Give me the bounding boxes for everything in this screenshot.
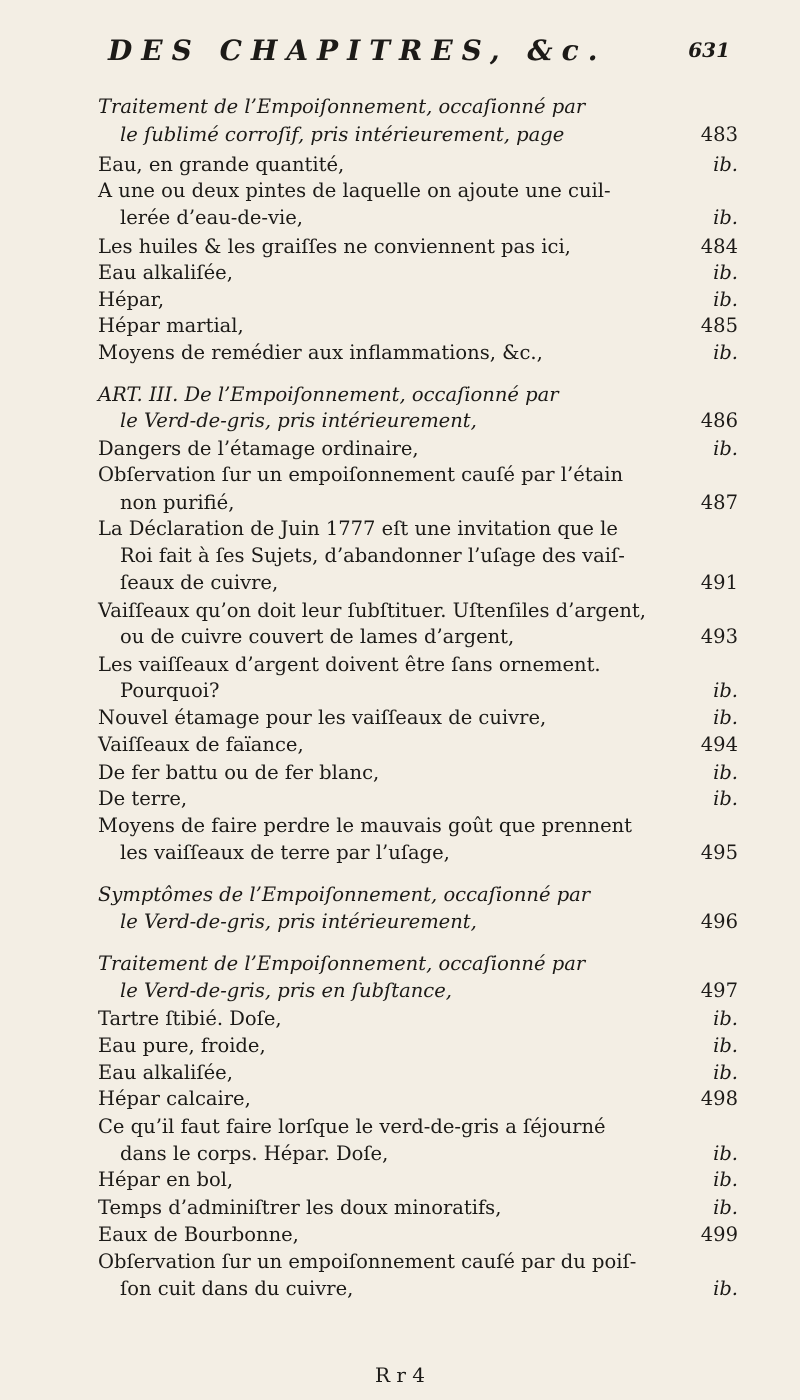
toc-entry-page: ib. xyxy=(713,341,738,364)
toc-entry xyxy=(98,568,738,598)
toc-entry xyxy=(98,949,738,979)
toc-entry-page: ib. xyxy=(713,1196,738,1219)
toc-entry-page: 493 xyxy=(700,625,738,648)
toc-entry-text: Temps d’adminiſtrer les doux minoratifs, xyxy=(98,1196,502,1219)
toc-entry-text: Moyens de remédier aux inflammations, &c., xyxy=(98,341,543,364)
toc-entry-page: ib. xyxy=(713,787,738,810)
toc-entry-text: le ſublimé corroſif, pris intérieurement, page xyxy=(120,123,565,146)
toc-entry xyxy=(98,258,738,288)
toc-entry-page: 495 xyxy=(700,841,738,864)
toc-entry xyxy=(98,1247,738,1277)
toc-entry-text: Roi fait à ſes Sujets, d’abandonner l’uſage des vaiſ- xyxy=(120,544,625,567)
toc-entry-page: 498 xyxy=(700,1087,738,1110)
toc-entry-text: non purifié, xyxy=(120,491,235,514)
toc-entry-text: Hépar calcaire, xyxy=(98,1087,251,1110)
toc-entry-page: 491 xyxy=(700,571,738,594)
toc-entry-text: Nouvel étamage pour les vaiſſeaux de cuivre, xyxy=(98,706,547,729)
printer-signature: R r 4 xyxy=(374,1363,426,1387)
toc-entry-text: Hépar martial, xyxy=(98,314,244,337)
toc-entry-text: ou de cuivre couvert de lames d’argent, xyxy=(120,625,515,648)
toc-entry xyxy=(98,514,738,544)
toc-entry xyxy=(98,120,738,150)
toc-entry xyxy=(98,811,738,841)
toc-entry-text: Eau pure, froide, xyxy=(98,1034,266,1057)
toc-entry-text: ſeaux de cuivre, xyxy=(120,571,279,594)
toc-entry-text: De fer battu ou de fer blanc, xyxy=(98,761,380,784)
toc-entry xyxy=(98,730,738,760)
toc-entry-text: Vaiſſeaux de faïance, xyxy=(98,733,304,756)
toc-entry-text: Les vaiſſeaux d’argent doivent être ſans ornement. xyxy=(98,653,601,676)
toc-entry-page: 487 xyxy=(700,491,738,514)
toc-entry xyxy=(98,880,738,910)
toc-entry xyxy=(98,1193,738,1223)
toc-entry-text: A une ou deux pintes de laquelle on ajoute une cuil- xyxy=(98,179,611,202)
toc-entry-page: 497 xyxy=(700,979,738,1002)
toc-entry-page: ib. xyxy=(713,679,738,702)
toc-entry-text: Les huiles & les graiſſes ne conviennent pas ici, xyxy=(98,235,571,258)
toc-entry-text: Hépar en bol, xyxy=(98,1168,234,1191)
toc-entry xyxy=(98,622,738,652)
toc-entry-text: ART. III. De l’Empoiſonnement, occaſionné par xyxy=(98,383,559,406)
toc-entry-page: 494 xyxy=(700,733,738,756)
toc-entry-text: Eau alkaliſée, xyxy=(98,261,233,284)
toc-entry-text: Eaux de Bourbonne, xyxy=(98,1223,299,1246)
toc-entry-page: ib. xyxy=(713,1168,738,1191)
toc-entry xyxy=(98,1004,738,1034)
toc-entry-page: 496 xyxy=(700,910,738,933)
toc-entry-text: ſon cuit dans du cuivre, xyxy=(120,1277,354,1300)
toc-entry xyxy=(98,460,738,490)
toc-entry xyxy=(98,1274,738,1304)
toc-entry-text: Dangers de l’étamage ordinaire, xyxy=(98,437,419,460)
toc-entry-page: ib. xyxy=(713,1142,738,1165)
toc-entry-text: Traitement de l’Empoiſonnement, occaſionné par xyxy=(98,95,586,118)
toc-entry xyxy=(98,541,738,571)
toc-entry xyxy=(98,676,738,706)
toc-entry-page: 486 xyxy=(700,409,738,432)
toc-entry-text: Obſervation ſur un empoiſonnement cauſé par l’étain xyxy=(98,463,624,486)
toc-entry-text: Pourquoi? xyxy=(120,679,220,702)
toc-entry-text: Traitement de l’Empoiſonnement, occaſionné par xyxy=(98,952,586,975)
toc-entry-text: Eau, en grande quantité, xyxy=(98,153,345,176)
toc-entry-text: Eau alkaliſée, xyxy=(98,1061,233,1084)
toc-entry-text: Symptômes de l’Empoiſonnement, occaſionné par xyxy=(98,883,591,906)
toc-entry-text: Tartre ſtibié. Doſe, xyxy=(98,1007,282,1030)
toc-entry xyxy=(98,1084,738,1114)
toc-entry-text: La Déclaration de Juin 1777 eſt une invitation que le xyxy=(98,517,618,540)
toc-entry-page: 484 xyxy=(700,235,738,258)
toc-entry xyxy=(98,838,738,868)
toc-entry xyxy=(98,703,738,733)
toc-entry xyxy=(98,338,738,368)
toc-entry-text: le Verd-de-gris, pris intérieurement, xyxy=(120,409,477,432)
toc-entry-text: Ce qu’il faut faire lorſque le verd-de-gris a ſéjourné xyxy=(98,1115,606,1138)
toc-entry-text: Hépar, xyxy=(98,288,165,311)
toc-entry-page: ib. xyxy=(713,261,738,284)
toc-entry-page: 485 xyxy=(700,314,738,337)
toc-entry xyxy=(98,203,738,233)
toc-entry-text: dans le corps. Hépar. Doſe, xyxy=(120,1142,389,1165)
toc-entry xyxy=(98,92,738,122)
toc-entry xyxy=(98,784,738,814)
toc-entry-text: le Verd-de-gris, pris intérieurement, xyxy=(120,910,477,933)
toc-entry-text: lerée d’eau-de-vie, xyxy=(120,206,303,229)
running-title: DES CHAPITRES, &c. xyxy=(108,34,607,67)
toc-entry-page: ib. xyxy=(713,206,738,229)
toc-entry-page: ib. xyxy=(713,1277,738,1300)
toc-entry xyxy=(98,907,738,937)
toc-entry-text: les vaiſſeaux de terre par l’uſage, xyxy=(120,841,450,864)
toc-entry-page: ib. xyxy=(713,1061,738,1084)
toc-entry-text: Vaiſſeaux qu’on doit leur ſubſtituer. Uſtenſiles d’argent, xyxy=(98,599,646,622)
toc-entry-text: Obſervation ſur un empoiſonnement cauſé par du poiſ- xyxy=(98,1250,637,1273)
toc-entry-text: De terre, xyxy=(98,787,188,810)
toc-entry xyxy=(98,1165,738,1195)
toc-entry-page: ib. xyxy=(713,1034,738,1057)
toc-entry-page: ib. xyxy=(713,153,738,176)
toc-entry xyxy=(98,976,738,1006)
toc-entry-page: ib. xyxy=(713,1007,738,1030)
toc-entry xyxy=(98,176,738,206)
page-number: 631 xyxy=(688,38,730,62)
toc-entry xyxy=(98,1220,738,1250)
toc-entry-text: Moyens de faire perdre le mauvais goût que prennent xyxy=(98,814,633,837)
toc-entry xyxy=(98,1112,738,1142)
toc-entry-page: 483 xyxy=(700,123,738,146)
toc-entry-page: ib. xyxy=(713,437,738,460)
toc-entry xyxy=(98,406,738,436)
toc-entry-text: le Verd-de-gris, pris en ſubſtance, xyxy=(120,979,452,1002)
toc-entry-page: ib. xyxy=(713,706,738,729)
toc-entry-page: ib. xyxy=(713,761,738,784)
toc-entry xyxy=(98,311,738,341)
toc-entry xyxy=(98,1031,738,1061)
toc-entry-page: ib. xyxy=(713,288,738,311)
toc-entry-page: 499 xyxy=(700,1223,738,1246)
